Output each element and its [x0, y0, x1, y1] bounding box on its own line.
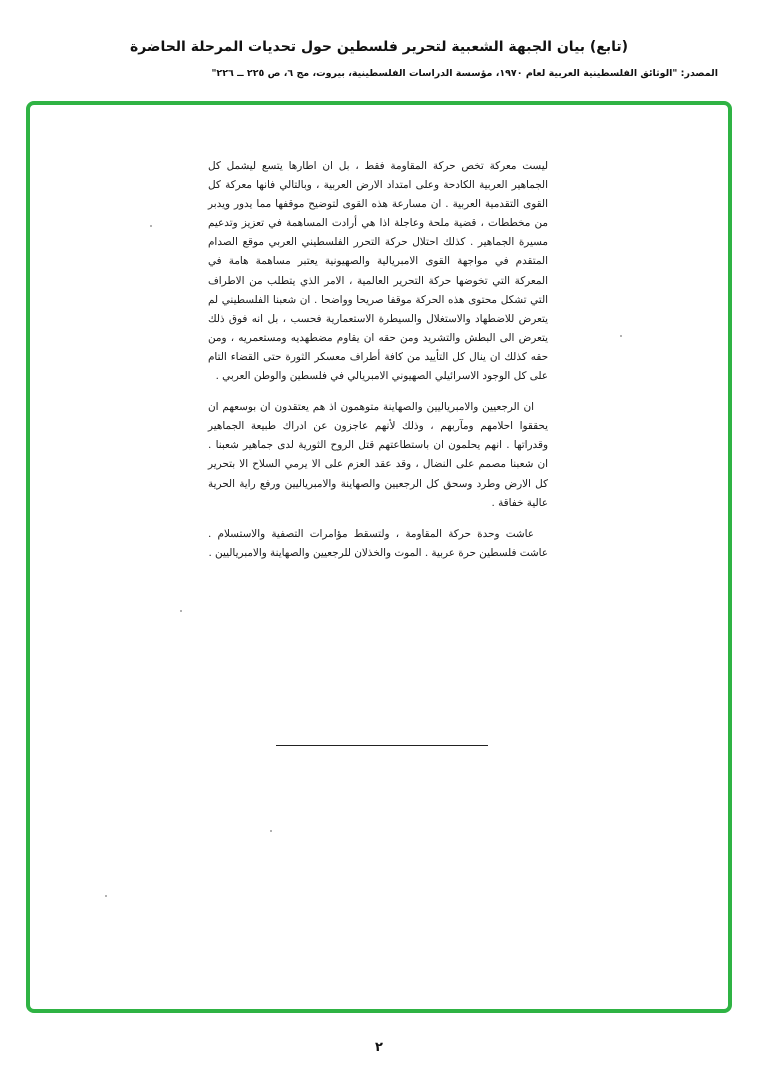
document-body	[208, 157, 548, 575]
scan-speck	[180, 610, 182, 612]
scan-speck	[150, 225, 152, 227]
end-divider	[276, 745, 488, 746]
document-frame	[26, 101, 732, 1013]
scan-speck	[620, 335, 622, 337]
scan-speck	[270, 830, 272, 832]
page-header	[40, 36, 718, 58]
paragraph-1: ليست معركة تخص حركة المقاومة فقط ، بل ان اطارها يتسع ليشمل كل الجماهير العربية الكادحة وعلى امتداد الارض العربية ، وبالتالي فانها معركة كل القوى التقدمية العربية . ان مسارعة هذه القوى لتوضيح موقفها مما يدور ويدبر من مخططات ، قضية ملحة وعاجلة اذا هي أرادت المساهمة في تعزيز وتدعيم مسيرة الجماهير . كذلك احتلال حركة التحرر الفلسطيني العربي موقع الصدام المتقدم في مواجهة القوى الامبريالية والصهيونية يعتبر مساهمة هامة في المعركة التي تخوضها حركة التحرير العالمية ، الامر الذي يتطلب من الاطراف التي تشكل محتوى هذه الحركة موقفا صريحا وواضحا . ان شعبنا الفلسطيني لم يتعرض للاضطهاد والاستغلال والسيطرة الاستعمارية فحسب ، بل انه فوق ذلك يتعرض الى البطش والتشريد ومن حقه ان يقاوم مضطهديه ومستعمريه ، ومن حقه كذلك ان ينال كل التأييد من كافة أطراف معسكر الثورة حتى القضاء التام على كل الوجود الاسرائيلي الصهيوني الامبريالي في فلسطين والوطن العربي .	[208, 160, 548, 383]
page-title: (تابع) بيان الجبهة الشعبية لتحرير فلسطين حول تحديات المرحلة الحاضرة	[129, 39, 629, 55]
page-number: ٢	[375, 1040, 383, 1055]
paragraph-2: ان الرجعيين والامبرياليين والصهاينة متوهمون اذ هم يعتقدون ان بوسعهم ان يحققوا احلامهم ومآربهم ، وذلك لأنهم عاجزون عن ادراك طبيعة الجماهير وقدراتها . انهم يحلمون ان باستطاعتهم قتل الروح الثورية لدى جماهير شعبنا . ان شعبنا مصمم على النضال ، وقد عقد العزم على الا يرمي السلاح الا بتحرير كل الارض وطرد وسحق كل الرجعيين والصهاينة والامبرياليين ورفع راية الحرية عالية خفاقة .	[208, 401, 548, 509]
scan-speck	[105, 895, 107, 897]
paragraph-3: عاشت وحدة حركة المقاومة ، ولتسقط مؤامرات التصفية والاستسلام . عاشت فلسطين حرة عربية . الموت والخذلان للرجعيين والصهاينة والامبرياليين .	[208, 527, 548, 559]
source-citation: المصدر: "الوثائق الفلسطينية العربية لعام ١٩٧٠، مؤسسة الدراسات الفلسطينية، بيروت، مج ٦، ص ٢٢٥ ــ ٢٢٦"	[211, 68, 718, 79]
